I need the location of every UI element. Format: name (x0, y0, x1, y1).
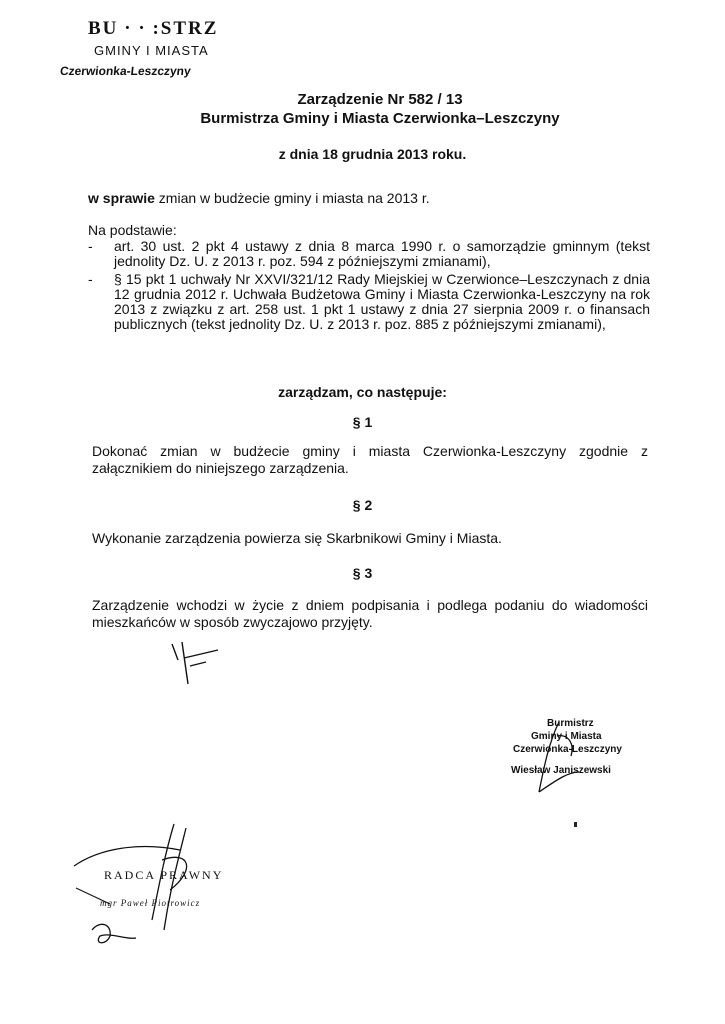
section-mark-3: § 3 (352, 565, 373, 581)
signature-stamp-line-4: Wiesław Janiszewski (511, 765, 611, 776)
initials-mark (168, 640, 230, 686)
title-line-2: Burmistrza Gminy i Miasta Czerwionka–Leszczyny (200, 110, 560, 127)
stamp-municipality: Czerwionka-Leszczyny (59, 64, 192, 78)
basis-label: Na podstawie: (88, 222, 177, 238)
ink-dot (574, 822, 577, 827)
basis-list (88, 239, 650, 335)
section-text-1: Dokonać zmian w budżecie gminy i miasta Czerwionka-Leszczyny zgodnie z załącznikiem do niniejszego zarządzenia. (92, 443, 648, 476)
subject-lead: w sprawie (88, 190, 155, 206)
section-text-3: Zarządzenie wchodzi w życie z dniem podpisania i podlega podaniu do wiadomości mieszkańców w sposób zwyczajowo przyjęty. (92, 597, 648, 630)
decree-heading: zarządzam, co następuje: (278, 384, 447, 400)
list-dash: - (88, 271, 93, 287)
section-text-2: Wykonanie zarządzenia powierza się Skarbnikowi Gminy i Miasta. (92, 530, 502, 546)
list-dash: - (88, 238, 93, 254)
stamp-subtitle: GMINY I MIASTA (94, 43, 209, 58)
section-mark-2: § 2 (352, 497, 373, 513)
document-date: z dnia 18 grudnia 2013 roku. (278, 146, 467, 162)
basis-item (88, 239, 650, 269)
signature-stamp-line-3: Czerwionka-Leszczyny (513, 744, 622, 755)
legal-stamp-name: mgr Paweł Piotrowicz (100, 898, 201, 908)
subject-line (88, 190, 648, 207)
legal-signature-icon (70, 820, 270, 970)
mayor-signature-icon (519, 712, 609, 802)
signature-stamp-line-1: Burmistrz (547, 718, 594, 729)
issuer-stamp (60, 18, 300, 78)
legal-counsel-stamp (70, 820, 270, 970)
legal-stamp-title: RADCA PRAWNY (104, 868, 224, 882)
basis-item-text: art. 30 ust. 2 pkt 4 ustawy z dnia 8 marca 1990 r. o samorządzie gminnym (tekst jednolity Dz. U. z 2013 r. poz. 594 z późniejszymi zmianami), (114, 238, 650, 269)
section-mark-1: § 1 (352, 414, 373, 430)
signature-stamp-line-2: Gminy i Miasta (531, 731, 602, 742)
basis-item-text: § 15 pkt 1 uchwały Nr XXVI/321/12 Rady Miejskiej w Czerwionce–Leszczynach z dnia 12 grudnia 2012 r. Uchwała Budżetowa Gminy i Miasta Czerwionka-Leszczyny na rok 2013 z związku z art. 258 ust. 1 pkt 1 ustawy z dnia 27 sierpnia 2009 r. o finansach publicznych (tekst jednolity Dz. U. z 2013 r. poz. 885 z późniejszymi zmianami), (114, 271, 650, 332)
document-title (190, 90, 570, 128)
title-line-1: Zarządzenie Nr 582 / 13 (297, 91, 463, 108)
subject-text: zmian w budżecie gminy i miasta na 2013 r. (154, 190, 430, 206)
mayor-signature-stamp (505, 718, 665, 778)
basis-item (88, 272, 650, 332)
stamp-title: BU · · :STRZ (88, 18, 219, 39)
